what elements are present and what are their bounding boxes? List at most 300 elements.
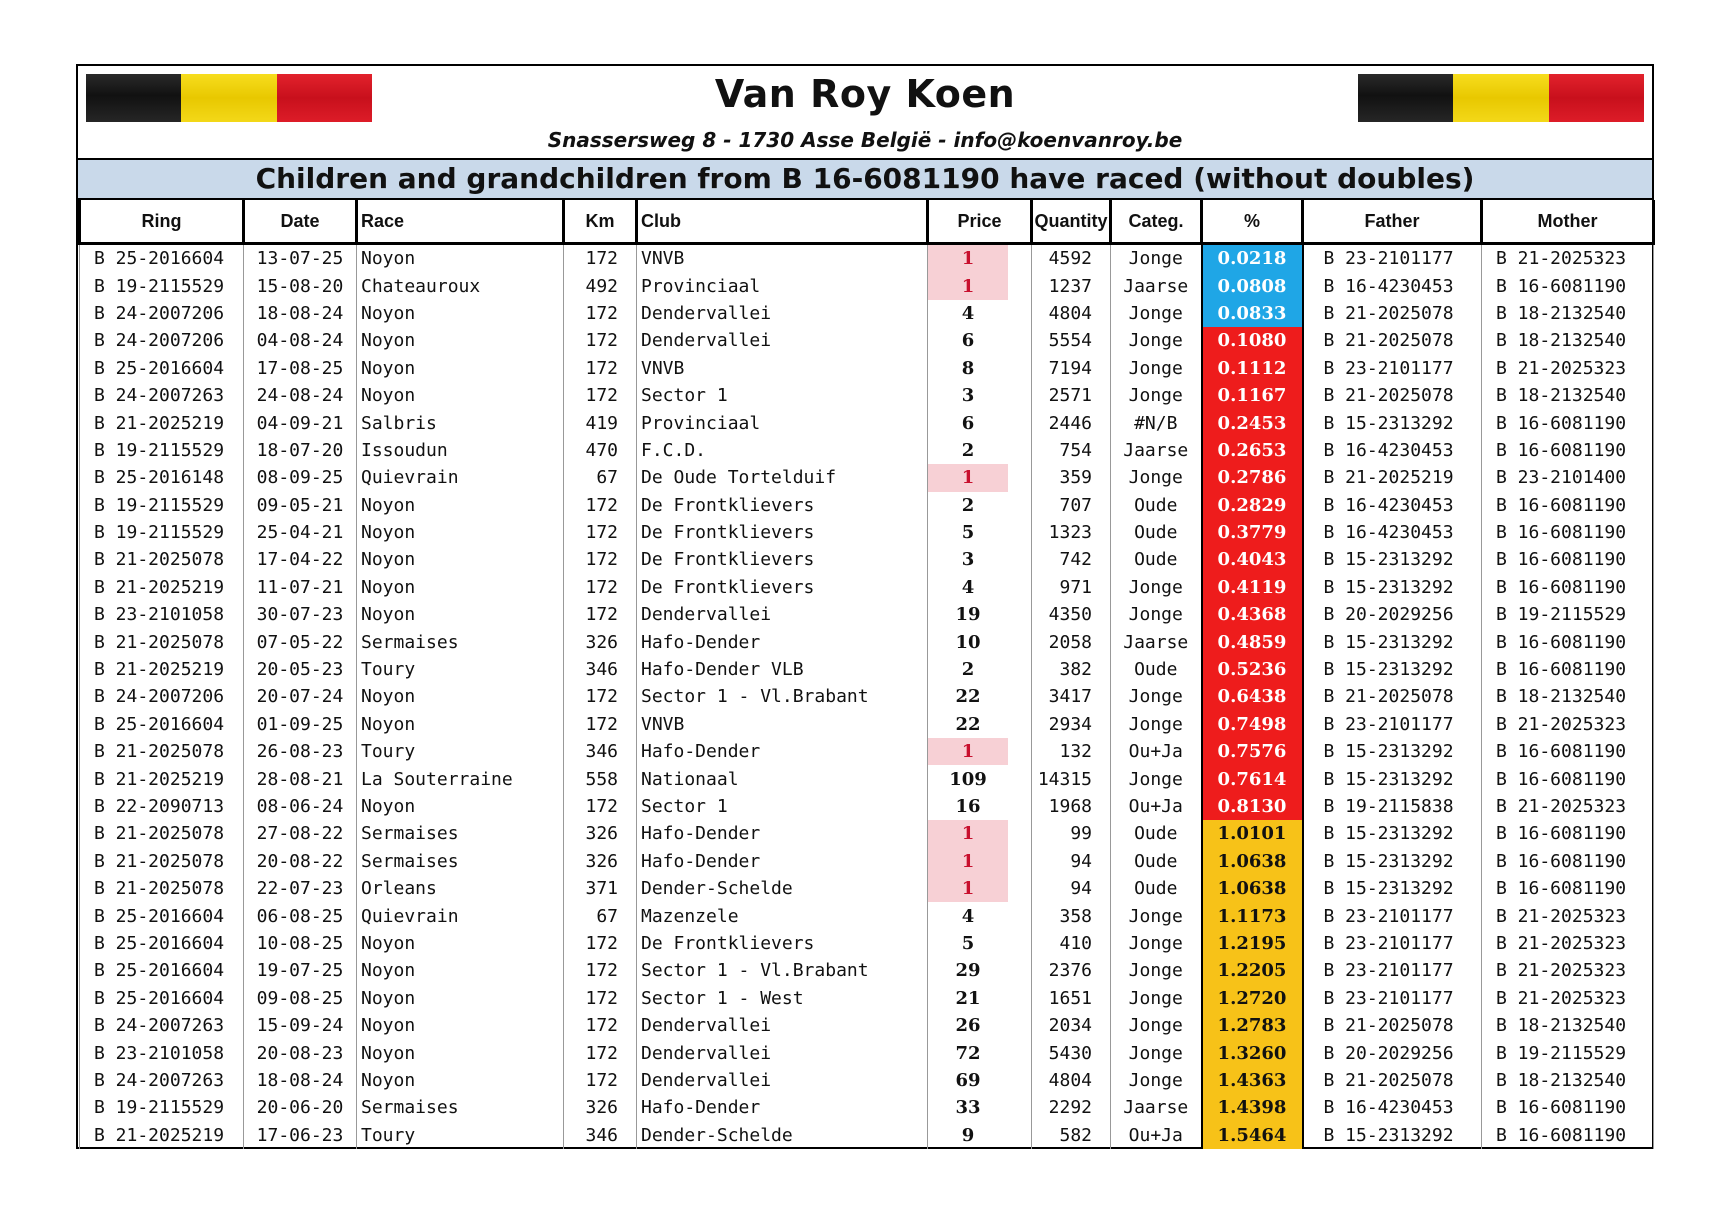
- date-cell: 11-07-21: [244, 574, 357, 601]
- quantity-cell: 132: [1032, 738, 1111, 765]
- pct-cell: 1.5464: [1202, 1122, 1303, 1149]
- mother-cell: B 18-2132540: [1482, 327, 1654, 354]
- father-cell: B 19-2115838: [1303, 793, 1482, 820]
- mother-cell: B 16-6081190: [1482, 765, 1654, 792]
- race-cell: Sermaises: [357, 820, 564, 847]
- table-row: [80, 492, 1654, 519]
- km-cell: 172: [564, 1067, 637, 1094]
- race-cell: Salbris: [357, 409, 564, 436]
- ring-cell: B 21-2025078: [80, 628, 244, 655]
- table-row: [80, 1094, 1654, 1121]
- categ-cell: Jonge: [1111, 382, 1202, 409]
- club-cell: Dendervallei: [637, 1067, 928, 1094]
- table-row: [80, 848, 1654, 875]
- price-value: 9: [961, 1124, 975, 1146]
- km-cell: 172: [564, 244, 637, 273]
- date-cell: 20-08-22: [244, 848, 357, 875]
- club-cell: Sector 1 - Vl.Brabant: [637, 683, 928, 710]
- pct-cell: 1.4363: [1202, 1067, 1303, 1094]
- father-cell: B 21-2025078: [1303, 327, 1482, 354]
- ring-cell: B 24-2007206: [80, 327, 244, 354]
- km-cell: 326: [564, 1094, 637, 1121]
- categ-cell: Ou+Ja: [1111, 738, 1202, 765]
- father-cell: B 15-2313292: [1303, 765, 1482, 792]
- price-cell: [928, 300, 1032, 327]
- club-cell: Dendervallei: [637, 601, 928, 628]
- race-cell: Noyon: [357, 1067, 564, 1094]
- price-value: 72: [928, 1039, 1008, 1066]
- price-value: 16: [928, 793, 1008, 820]
- table-row: [80, 957, 1654, 984]
- km-cell: 326: [564, 628, 637, 655]
- price-cell: [928, 519, 1032, 546]
- ring-cell: B 24-2007206: [80, 300, 244, 327]
- club-cell: Hafo-Dender: [637, 738, 928, 765]
- club-cell: De Frontklievers: [637, 492, 928, 519]
- km-cell: 326: [564, 820, 637, 847]
- price-value: 69: [928, 1067, 1008, 1094]
- date-cell: 13-07-25: [244, 244, 357, 273]
- quantity-cell: 742: [1032, 546, 1111, 573]
- pct-cell: 0.4859: [1202, 628, 1303, 655]
- price-cell: [928, 793, 1032, 820]
- ring-cell: B 25-2016604: [80, 711, 244, 738]
- price-cell: [928, 492, 1032, 519]
- ring-cell: B 25-2016604: [80, 244, 244, 273]
- quantity-cell: 2934: [1032, 711, 1111, 738]
- table-row: [80, 985, 1654, 1012]
- table-row: [80, 327, 1654, 354]
- table-row: [80, 355, 1654, 382]
- race-cell: Quievrain: [357, 464, 564, 491]
- categ-cell: Oude: [1111, 546, 1202, 573]
- km-cell: 172: [564, 1039, 637, 1066]
- date-cell: 04-08-24: [244, 327, 357, 354]
- race-cell: Noyon: [357, 601, 564, 628]
- table-row: [80, 574, 1654, 601]
- price-value: 3: [961, 385, 975, 407]
- father-cell: B 15-2313292: [1303, 628, 1482, 655]
- contact-line: Snassersweg 8 - 1730 Asse België - info@koenvanroy.be: [547, 128, 1183, 152]
- table-row: [80, 820, 1654, 847]
- pct-cell: 0.0808: [1202, 272, 1303, 299]
- father-cell: B 15-2313292: [1303, 656, 1482, 683]
- quantity-cell: 410: [1032, 930, 1111, 957]
- club-cell: De Frontklievers: [637, 574, 928, 601]
- mother-cell: B 21-2025323: [1482, 355, 1654, 382]
- mother-cell: B 16-6081190: [1482, 628, 1654, 655]
- categ-cell: Jonge: [1111, 300, 1202, 327]
- km-cell: 326: [564, 848, 637, 875]
- race-cell: Sermaises: [357, 1094, 564, 1121]
- quantity-cell: 2058: [1032, 628, 1111, 655]
- ring-cell: B 21-2025078: [80, 875, 244, 902]
- club-cell: VNVB: [637, 355, 928, 382]
- mother-cell: B 21-2025323: [1482, 957, 1654, 984]
- father-cell: B 15-2313292: [1303, 848, 1482, 875]
- pct-cell: 0.0218: [1202, 244, 1303, 273]
- quantity-cell: 14315: [1032, 765, 1111, 792]
- race-cell: La Souterraine: [357, 765, 564, 792]
- ring-cell: B 25-2016148: [80, 464, 244, 491]
- race-cell: Issoudun: [357, 437, 564, 464]
- date-cell: 20-05-23: [244, 656, 357, 683]
- price-cell: [928, 244, 1032, 273]
- pct-cell: 0.4119: [1202, 574, 1303, 601]
- club-cell: Sector 1 - West: [637, 985, 928, 1012]
- father-cell: B 21-2025078: [1303, 1012, 1482, 1039]
- date-cell: 19-07-25: [244, 957, 357, 984]
- column-header-quantity: Quantity: [1032, 200, 1111, 244]
- club-cell: Mazenzele: [637, 902, 928, 929]
- mother-cell: B 16-6081190: [1482, 1094, 1654, 1121]
- table-row: [80, 1067, 1654, 1094]
- table-row: [80, 1039, 1654, 1066]
- club-cell: De Frontklievers: [637, 930, 928, 957]
- pct-cell: 0.2453: [1202, 409, 1303, 436]
- mother-cell: B 19-2115529: [1482, 1039, 1654, 1066]
- km-cell: 172: [564, 492, 637, 519]
- table-row: [80, 382, 1654, 409]
- mother-cell: B 16-6081190: [1482, 848, 1654, 875]
- price-cell: [928, 327, 1032, 354]
- race-cell: Toury: [357, 738, 564, 765]
- club-cell: Sector 1: [637, 793, 928, 820]
- date-cell: 17-04-22: [244, 546, 357, 573]
- club-cell: Dendervallei: [637, 1012, 928, 1039]
- date-cell: 08-06-24: [244, 793, 357, 820]
- pct-cell: 0.2829: [1202, 492, 1303, 519]
- father-cell: B 23-2101177: [1303, 902, 1482, 929]
- ring-cell: B 19-2115529: [80, 272, 244, 299]
- price-value: 1: [928, 245, 1008, 272]
- price-value: 6: [961, 330, 975, 352]
- table-row: [80, 793, 1654, 820]
- quantity-cell: 359: [1032, 464, 1111, 491]
- quantity-cell: 4804: [1032, 300, 1111, 327]
- ring-cell: B 21-2025219: [80, 656, 244, 683]
- father-cell: B 16-4230453: [1303, 272, 1482, 299]
- price-cell: [928, 546, 1032, 573]
- ring-cell: B 21-2025078: [80, 848, 244, 875]
- price-value: 4: [961, 576, 975, 598]
- ring-cell: B 21-2025219: [80, 1122, 244, 1149]
- race-cell: Quievrain: [357, 902, 564, 929]
- club-cell: Sector 1: [637, 382, 928, 409]
- categ-cell: Jonge: [1111, 765, 1202, 792]
- father-cell: B 15-2313292: [1303, 738, 1482, 765]
- column-header-father: Father: [1303, 200, 1482, 244]
- quantity-cell: 3417: [1032, 683, 1111, 710]
- father-cell: B 21-2025078: [1303, 683, 1482, 710]
- table-header-row: [80, 200, 1654, 244]
- quantity-cell: 4592: [1032, 244, 1111, 273]
- ring-cell: B 25-2016604: [80, 985, 244, 1012]
- pct-cell: 0.3779: [1202, 519, 1303, 546]
- quantity-cell: 5554: [1032, 327, 1111, 354]
- quantity-cell: 2446: [1032, 409, 1111, 436]
- table-row: [80, 711, 1654, 738]
- column-header-date: Date: [244, 200, 357, 244]
- km-cell: 172: [564, 382, 637, 409]
- km-cell: 558: [564, 765, 637, 792]
- table-row: [80, 902, 1654, 929]
- price-cell: [928, 820, 1032, 847]
- price-value: 6: [961, 412, 975, 434]
- categ-cell: Jaarse: [1111, 437, 1202, 464]
- price-cell: [928, 1067, 1032, 1094]
- ring-cell: B 22-2090713: [80, 793, 244, 820]
- pct-cell: 1.4398: [1202, 1094, 1303, 1121]
- pct-cell: 0.1112: [1202, 355, 1303, 382]
- km-cell: 172: [564, 355, 637, 382]
- club-cell: Nationaal: [637, 765, 928, 792]
- table-row: [80, 244, 1654, 273]
- price-value: 109: [928, 765, 1008, 792]
- date-cell: 06-08-25: [244, 902, 357, 929]
- price-cell: [928, 765, 1032, 792]
- quantity-cell: 4804: [1032, 1067, 1111, 1094]
- categ-cell: Jonge: [1111, 327, 1202, 354]
- results-table: [78, 200, 1655, 1149]
- club-cell: VNVB: [637, 244, 928, 273]
- pct-cell: 0.7576: [1202, 738, 1303, 765]
- quantity-cell: 971: [1032, 574, 1111, 601]
- table-row: [80, 601, 1654, 628]
- categ-cell: Jonge: [1111, 1012, 1202, 1039]
- categ-cell: Ou+Ja: [1111, 793, 1202, 820]
- table-banner: Children and grandchildren from B 16-6081190 have raced (without doubles): [78, 158, 1652, 200]
- quantity-cell: 1968: [1032, 793, 1111, 820]
- price-cell: [928, 957, 1032, 984]
- mother-cell: B 21-2025323: [1482, 985, 1654, 1012]
- mother-cell: B 16-6081190: [1482, 1122, 1654, 1149]
- quantity-cell: 754: [1032, 437, 1111, 464]
- price-value: 2: [961, 659, 975, 681]
- km-cell: 172: [564, 930, 637, 957]
- date-cell: 20-08-23: [244, 1039, 357, 1066]
- pct-cell: 0.0833: [1202, 300, 1303, 327]
- price-cell: [928, 848, 1032, 875]
- mother-cell: B 19-2115529: [1482, 601, 1654, 628]
- categ-cell: Jonge: [1111, 957, 1202, 984]
- price-value: 19: [928, 601, 1008, 628]
- mother-cell: B 21-2025323: [1482, 711, 1654, 738]
- mother-cell: B 21-2025323: [1482, 930, 1654, 957]
- pct-cell: 1.0638: [1202, 875, 1303, 902]
- race-cell: Noyon: [357, 519, 564, 546]
- ring-cell: B 25-2016604: [80, 930, 244, 957]
- ring-cell: B 23-2101058: [80, 601, 244, 628]
- father-cell: B 23-2101177: [1303, 985, 1482, 1012]
- pct-cell: 1.2720: [1202, 985, 1303, 1012]
- price-cell: [928, 1039, 1032, 1066]
- date-cell: 30-07-23: [244, 601, 357, 628]
- price-cell: [928, 656, 1032, 683]
- date-cell: 15-08-20: [244, 272, 357, 299]
- pct-cell: 1.3260: [1202, 1039, 1303, 1066]
- race-cell: Noyon: [357, 327, 564, 354]
- pct-cell: 0.2786: [1202, 464, 1303, 491]
- race-cell: Toury: [357, 656, 564, 683]
- date-cell: 04-09-21: [244, 409, 357, 436]
- father-cell: B 21-2025078: [1303, 300, 1482, 327]
- race-cell: Noyon: [357, 683, 564, 710]
- pct-cell: 1.2205: [1202, 957, 1303, 984]
- quantity-cell: 358: [1032, 902, 1111, 929]
- club-cell: Provinciaal: [637, 409, 928, 436]
- categ-cell: Jonge: [1111, 574, 1202, 601]
- date-cell: 20-07-24: [244, 683, 357, 710]
- quantity-cell: 94: [1032, 875, 1111, 902]
- categ-cell: Jaarse: [1111, 1094, 1202, 1121]
- column-header-price: Price: [928, 200, 1032, 244]
- father-cell: B 20-2029256: [1303, 1039, 1482, 1066]
- km-cell: 67: [564, 902, 637, 929]
- categ-cell: #N/B: [1111, 409, 1202, 436]
- quantity-cell: 2571: [1032, 382, 1111, 409]
- father-cell: B 15-2313292: [1303, 875, 1482, 902]
- race-cell: Noyon: [357, 793, 564, 820]
- ring-cell: B 19-2115529: [80, 492, 244, 519]
- table-row: [80, 765, 1654, 792]
- quantity-cell: 1651: [1032, 985, 1111, 1012]
- km-cell: 346: [564, 656, 637, 683]
- date-cell: 08-09-25: [244, 464, 357, 491]
- document-title: Van Roy Koen: [714, 72, 1016, 116]
- mother-cell: B 16-6081190: [1482, 738, 1654, 765]
- mother-cell: B 21-2025323: [1482, 793, 1654, 820]
- table-row: [80, 656, 1654, 683]
- ring-cell: B 21-2025078: [80, 820, 244, 847]
- pct-cell: 1.0638: [1202, 848, 1303, 875]
- mother-cell: B 16-6081190: [1482, 409, 1654, 436]
- father-cell: B 16-4230453: [1303, 519, 1482, 546]
- km-cell: 172: [564, 793, 637, 820]
- pct-cell: 1.1173: [1202, 902, 1303, 929]
- km-cell: 67: [564, 464, 637, 491]
- price-value: 1: [928, 272, 1008, 299]
- price-cell: [928, 272, 1032, 299]
- pct-cell: 0.6438: [1202, 683, 1303, 710]
- belgian-flag-right: [1358, 74, 1644, 122]
- price-cell: [928, 902, 1032, 929]
- mother-cell: B 21-2025323: [1482, 902, 1654, 929]
- categ-cell: Ou+Ja: [1111, 1122, 1202, 1149]
- price-cell: [928, 1012, 1032, 1039]
- price-value: 3: [961, 549, 975, 571]
- categ-cell: Oude: [1111, 492, 1202, 519]
- club-cell: De Frontklievers: [637, 519, 928, 546]
- club-cell: Dender-Schelde: [637, 875, 928, 902]
- quantity-cell: 94: [1032, 848, 1111, 875]
- price-cell: [928, 355, 1032, 382]
- km-cell: 492: [564, 272, 637, 299]
- club-cell: Sector 1 - Vl.Brabant: [637, 957, 928, 984]
- table-body: [80, 244, 1654, 1149]
- km-cell: 172: [564, 519, 637, 546]
- categ-cell: Jonge: [1111, 683, 1202, 710]
- mother-cell: B 16-6081190: [1482, 437, 1654, 464]
- club-cell: Hafo-Dender: [637, 628, 928, 655]
- km-cell: 419: [564, 409, 637, 436]
- club-cell: Hafo-Dender: [637, 1094, 928, 1121]
- price-cell: [928, 574, 1032, 601]
- price-cell: [928, 628, 1032, 655]
- quantity-cell: 2376: [1032, 957, 1111, 984]
- ring-cell: B 19-2115529: [80, 437, 244, 464]
- mother-cell: B 21-2025323: [1482, 244, 1654, 273]
- club-cell: De Frontklievers: [637, 546, 928, 573]
- table-row: [80, 875, 1654, 902]
- father-cell: B 23-2101177: [1303, 355, 1482, 382]
- km-cell: 470: [564, 437, 637, 464]
- categ-cell: Oude: [1111, 820, 1202, 847]
- price-value: 21: [928, 985, 1008, 1012]
- father-cell: B 21-2025078: [1303, 1067, 1482, 1094]
- column-header-ring: Ring: [80, 200, 244, 244]
- father-cell: B 23-2101177: [1303, 930, 1482, 957]
- categ-cell: Jonge: [1111, 1039, 1202, 1066]
- price-value: 29: [928, 957, 1008, 984]
- categ-cell: Jonge: [1111, 1067, 1202, 1094]
- km-cell: 172: [564, 711, 637, 738]
- mother-cell: B 16-6081190: [1482, 546, 1654, 573]
- date-cell: 18-07-20: [244, 437, 357, 464]
- pct-cell: 0.8130: [1202, 793, 1303, 820]
- table-row: [80, 1012, 1654, 1039]
- price-value: 2: [961, 439, 975, 461]
- table-row: [80, 1122, 1654, 1149]
- pct-cell: 0.4368: [1202, 601, 1303, 628]
- club-cell: Dendervallei: [637, 327, 928, 354]
- price-cell: [928, 738, 1032, 765]
- pct-cell: 0.4043: [1202, 546, 1303, 573]
- quantity-cell: 2292: [1032, 1094, 1111, 1121]
- date-cell: 07-05-22: [244, 628, 357, 655]
- club-cell: VNVB: [637, 711, 928, 738]
- document-header: [78, 66, 1652, 158]
- father-cell: B 16-4230453: [1303, 1094, 1482, 1121]
- father-cell: B 20-2029256: [1303, 601, 1482, 628]
- categ-cell: Jonge: [1111, 902, 1202, 929]
- km-cell: 172: [564, 300, 637, 327]
- table-row: [80, 437, 1654, 464]
- quantity-cell: 99: [1032, 820, 1111, 847]
- price-cell: [928, 711, 1032, 738]
- club-cell: F.C.D.: [637, 437, 928, 464]
- pct-cell: 1.2783: [1202, 1012, 1303, 1039]
- date-cell: 28-08-21: [244, 765, 357, 792]
- father-cell: B 23-2101177: [1303, 957, 1482, 984]
- mother-cell: B 18-2132540: [1482, 300, 1654, 327]
- km-cell: 172: [564, 683, 637, 710]
- categ-cell: Jonge: [1111, 930, 1202, 957]
- quantity-cell: 7194: [1032, 355, 1111, 382]
- club-cell: Dendervallei: [637, 300, 928, 327]
- date-cell: 09-08-25: [244, 985, 357, 1012]
- km-cell: 172: [564, 546, 637, 573]
- price-cell: [928, 601, 1032, 628]
- mother-cell: B 16-6081190: [1482, 875, 1654, 902]
- ring-cell: B 24-2007263: [80, 1067, 244, 1094]
- price-cell: [928, 437, 1032, 464]
- date-cell: 01-09-25: [244, 711, 357, 738]
- race-cell: Noyon: [357, 711, 564, 738]
- quantity-cell: 582: [1032, 1122, 1111, 1149]
- km-cell: 346: [564, 738, 637, 765]
- date-cell: 27-08-22: [244, 820, 357, 847]
